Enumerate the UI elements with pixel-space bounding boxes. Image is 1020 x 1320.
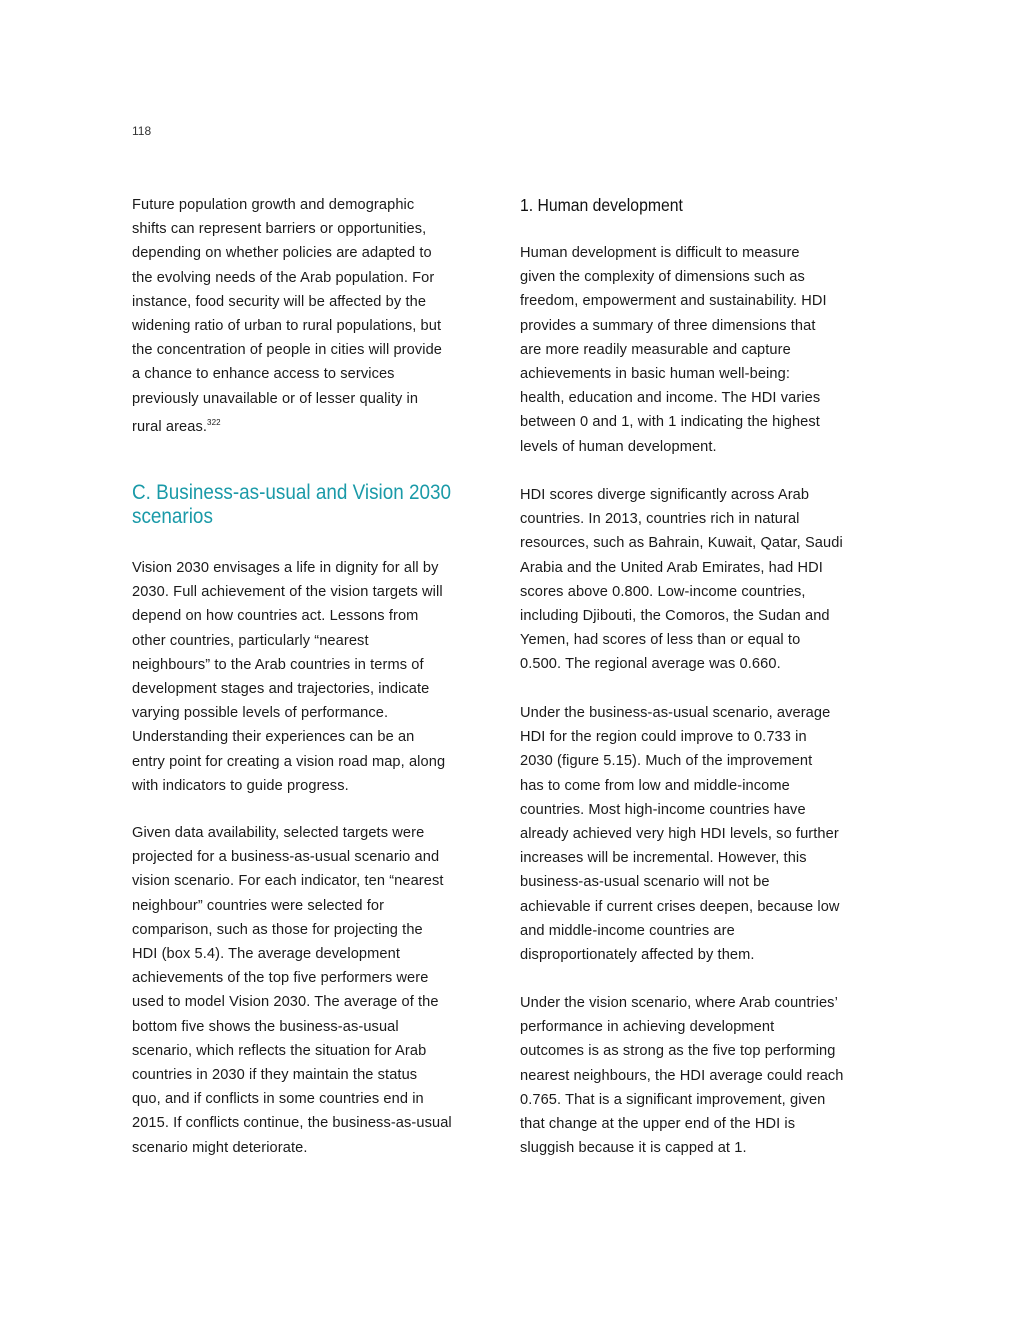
text-line-content: a chance to enhance access to services xyxy=(132,366,395,383)
text-line xyxy=(520,556,843,580)
text-line xyxy=(520,1015,844,1039)
text-line-content: neighbours” to the Arab countries in terms of xyxy=(132,656,424,673)
text-line xyxy=(132,1039,452,1063)
text-line xyxy=(132,990,452,1014)
text-line xyxy=(132,1015,452,1039)
text-line xyxy=(520,1088,844,1112)
text-line-content: countries. Most high-income countries have xyxy=(520,801,806,818)
text-line-content: performance in achieving development xyxy=(520,1019,775,1036)
paragraph xyxy=(520,701,840,967)
text-line-content: sluggish because it is capped at 1. xyxy=(520,1140,747,1157)
text-line xyxy=(520,798,840,822)
text-line-content: the concentration of people in cities will provide xyxy=(132,342,443,359)
text-line-content: business-as-usual scenario will not be xyxy=(520,874,770,891)
page-number: 118 xyxy=(132,124,152,138)
text-line-content: are more readily measurable and capture xyxy=(520,341,791,358)
text-line-content: has to come from low and middle-income xyxy=(520,777,790,794)
text-line-content: HDI (box 5.4). The average development xyxy=(132,946,400,963)
text-line-content: nearest neighbours, the HDI average could reach xyxy=(520,1067,844,1084)
text-line-content: shifts can represent barriers or opportunities, xyxy=(132,221,427,238)
text-line-content: depending on whether policies are adapted to xyxy=(132,245,432,262)
text-line xyxy=(132,314,442,338)
text-line xyxy=(520,1039,844,1063)
text-line-content: resources, such as Bahrain, Kuwait, Qatar, Saudi xyxy=(520,535,843,552)
text-line-content: scenario might deteriorate. xyxy=(132,1139,308,1156)
text-line xyxy=(132,1087,452,1111)
text-line-content: development stages and trajectories, indicate xyxy=(132,681,430,698)
text-line xyxy=(132,505,451,529)
text-line xyxy=(132,556,445,580)
text-line xyxy=(132,677,445,701)
text-line-content: previously unavailable or of lesser quality in xyxy=(132,390,419,407)
text-line xyxy=(520,991,844,1015)
text-line xyxy=(520,265,827,289)
text-line xyxy=(520,410,827,434)
text-line-content: outcomes is as strong as the five top performing xyxy=(520,1043,836,1060)
text-line-content: levels of human development. xyxy=(520,438,717,455)
text-line xyxy=(132,290,442,314)
paragraph xyxy=(520,483,843,677)
text-line xyxy=(520,362,827,386)
text-line xyxy=(520,774,840,798)
text-line-content: achievable if current crises deepen, because low xyxy=(520,898,840,915)
text-line xyxy=(520,749,840,773)
text-line-content: varying possible levels of performance. xyxy=(132,705,389,722)
text-line xyxy=(132,750,445,774)
text-line-content: instance, food security will be affected by the xyxy=(132,293,427,310)
text-line xyxy=(520,822,840,846)
text-line-content: 2030 (figure 5.15). Much of the improvement xyxy=(520,753,813,770)
text-line xyxy=(520,919,840,943)
text-line xyxy=(132,701,445,725)
text-line-content: depend on how countries act. Lessons from xyxy=(132,608,419,625)
text-line-content: Human development is difficult to measure xyxy=(520,245,800,261)
text-line-content: including Djibouti, the Comoros, the Sudan and xyxy=(520,608,830,625)
text-line-content: achievements of the top five performers were xyxy=(132,970,429,987)
text-line xyxy=(520,628,843,652)
text-line xyxy=(132,869,452,893)
text-line-content: vision scenario. For each indicator, ten “nearest xyxy=(132,873,444,890)
text-line xyxy=(132,604,445,628)
text-line xyxy=(132,387,442,411)
text-line xyxy=(520,507,843,531)
text-line xyxy=(520,386,827,410)
text-line xyxy=(132,362,442,386)
text-line xyxy=(520,289,827,313)
text-line xyxy=(132,894,452,918)
text-line-content: increases will be incremental. However, this xyxy=(520,850,807,867)
text-line-content: Arabia and the United Arab Emirates, had HDI xyxy=(520,559,823,576)
text-line-content: other countries, particularly “nearest xyxy=(132,632,369,649)
text-line xyxy=(132,193,442,217)
footnote-reference[interactable]: 322 xyxy=(207,417,221,427)
text-line-content: countries in 2030 if they maintain the status xyxy=(132,1067,418,1084)
text-line-content: freedom, empowerment and sustainability. HDI xyxy=(520,293,827,310)
text-line xyxy=(520,241,827,265)
text-line-content: 2015. If conflicts continue, the business-as-usual xyxy=(132,1115,452,1132)
text-line-content: 2030. Full achievement of the vision targets will xyxy=(132,584,443,601)
text-line-content: the evolving needs of the Arab population. For xyxy=(132,269,435,286)
text-line-content: HDI scores diverge significantly across Arab xyxy=(520,487,810,503)
text-line-content: bottom five shows the business-as-usual xyxy=(132,1018,399,1035)
text-line-content: achievements in basic human well-being: xyxy=(520,366,790,383)
text-line xyxy=(132,266,442,290)
text-line xyxy=(520,338,827,362)
text-line xyxy=(520,725,840,749)
text-line xyxy=(132,918,452,942)
text-line-content: widening ratio of urban to rural populations, but xyxy=(132,318,442,335)
text-line-content: rural areas. xyxy=(132,418,208,435)
text-line-content: Understanding their experiences can be an xyxy=(132,729,415,746)
text-line xyxy=(520,895,840,919)
text-line xyxy=(520,604,843,628)
text-line-content: 0.765. That is a significant improvement, given xyxy=(520,1091,826,1108)
text-line-content: between 0 and 1, with 1 indicating the highest xyxy=(520,414,820,431)
text-line xyxy=(132,217,442,241)
text-line-content: Under the vision scenario, where Arab countries’ xyxy=(520,995,838,1011)
text-line xyxy=(520,531,843,555)
text-line xyxy=(520,1064,844,1088)
section-heading xyxy=(132,481,451,529)
text-line xyxy=(132,481,451,505)
text-line-content: with indicators to guide progress. xyxy=(132,777,349,794)
text-line xyxy=(520,846,840,870)
text-line-content: entry point for creating a vision road map, along xyxy=(132,753,446,770)
text-line-content: quo, and if conflicts in some countries end in xyxy=(132,1091,424,1108)
text-line xyxy=(132,942,452,966)
text-line xyxy=(520,580,843,604)
text-line xyxy=(132,629,445,653)
text-line-content: scenarios xyxy=(132,505,213,528)
text-line-content: HDI for the region could improve to 0.733 in xyxy=(520,729,807,746)
paragraph xyxy=(520,991,844,1160)
text-line xyxy=(132,774,445,798)
text-line xyxy=(132,966,452,990)
text-line xyxy=(132,845,452,869)
text-line-content: Yemen, had scores of less than or equal to xyxy=(520,632,801,649)
text-line-content: given the complexity of dimensions such as xyxy=(520,269,805,286)
text-line-content: Future population growth and demographic xyxy=(132,197,415,213)
text-line-content: countries. In 2013, countries rich in natural xyxy=(520,511,800,528)
text-line-content: comparison, such as those for projecting the xyxy=(132,921,423,938)
text-line-content: C. Business-as-usual and Vision 2030 xyxy=(132,481,452,504)
text-line-content: projected for a business-as-usual scenario and xyxy=(132,849,440,866)
text-line xyxy=(520,701,840,725)
text-line-content: already achieved very high HDI levels, so further xyxy=(520,826,839,843)
text-line-content: provides a summary of three dimensions that xyxy=(520,317,816,334)
text-line-content: Vision 2030 envisages a life in dignity for all by xyxy=(132,560,439,576)
paragraph xyxy=(132,556,445,798)
text-line-content: disproportionately affected by them. xyxy=(520,947,755,964)
text-line-content: scenario, which reflects the situation for Arab xyxy=(132,1042,427,1059)
text-line-content: and middle-income countries are xyxy=(520,922,735,939)
text-line xyxy=(132,411,442,439)
text-line xyxy=(132,580,445,604)
text-line xyxy=(520,1136,844,1160)
text-line xyxy=(132,1136,452,1160)
text-line xyxy=(132,1063,452,1087)
paragraph xyxy=(132,193,442,439)
text-line-content: used to model Vision 2030. The average of the xyxy=(132,994,439,1011)
text-line xyxy=(132,653,445,677)
text-line-content: that change at the upper end of the HDI is xyxy=(520,1116,796,1133)
text-line xyxy=(520,435,827,459)
text-line-content: 0.500. The regional average was 0.660. xyxy=(520,656,781,673)
text-line xyxy=(520,1112,844,1136)
text-line xyxy=(132,241,442,265)
text-line-content: health, education and income. The HDI varies xyxy=(520,390,821,407)
text-line xyxy=(132,821,452,845)
text-line xyxy=(132,725,445,749)
text-line xyxy=(520,652,843,676)
paragraph xyxy=(132,821,452,1160)
text-line xyxy=(520,870,840,894)
text-line xyxy=(132,1111,452,1135)
text-line xyxy=(520,314,827,338)
text-line-content: Given data availability, selected targets were xyxy=(132,825,425,841)
text-line xyxy=(520,483,843,507)
text-line-content: neighbour” countries were selected for xyxy=(132,897,385,914)
text-line xyxy=(520,943,840,967)
paragraph xyxy=(520,241,827,459)
text-line-content: scores above 0.800. Low-income countries, xyxy=(520,583,806,600)
subsection-heading: 1. Human development xyxy=(520,195,683,215)
text-line xyxy=(132,338,442,362)
text-line-content: Under the business-as-usual scenario, average xyxy=(520,705,831,721)
